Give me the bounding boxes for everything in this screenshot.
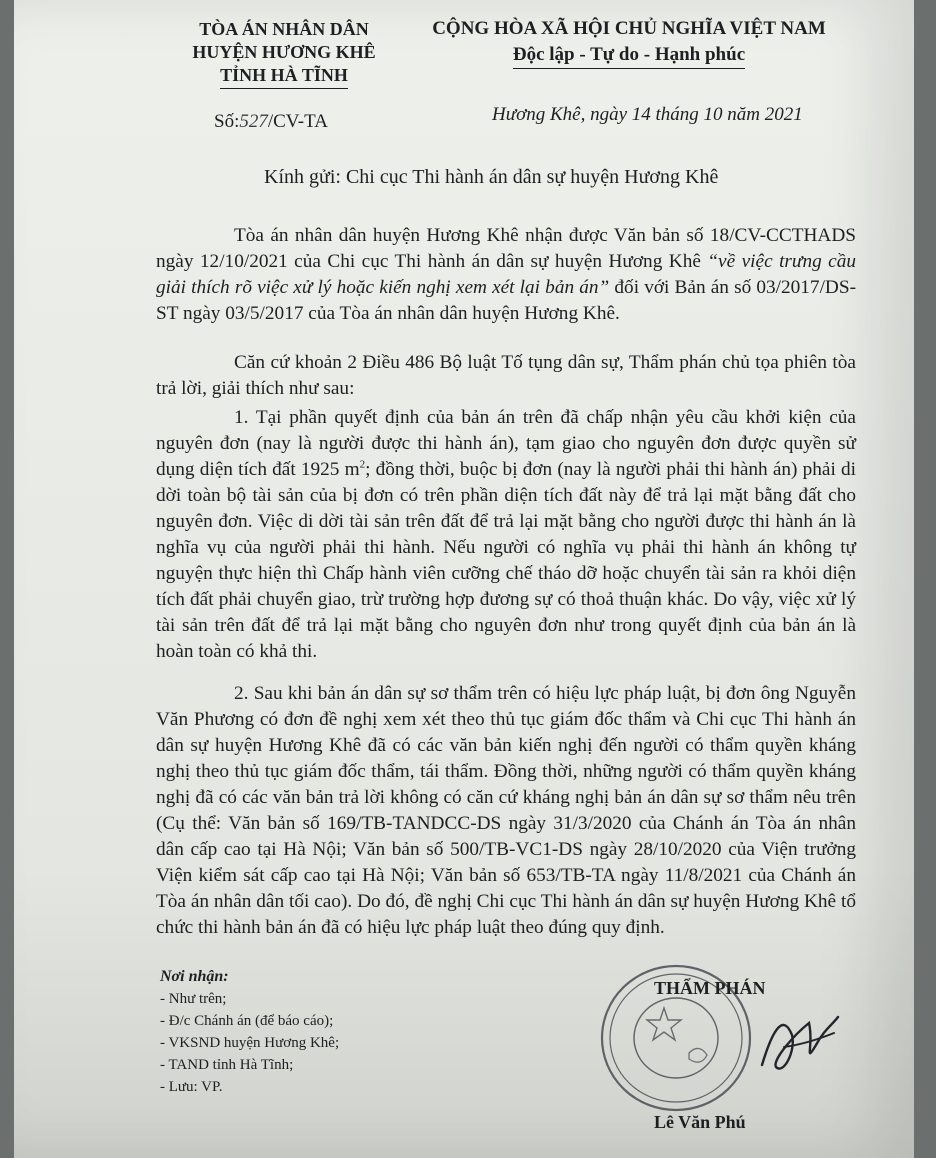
recipient-line: Kính gửi: Chi cục Thi hành án dân sự huyện Hương Khê	[264, 166, 719, 188]
p3-text-after: ; đồng thời, buộc bị đơn (nay là người phải thi hành án) phải di dời toàn bộ tài sản của bị đơn có trên phần diện tích đất này để trả lại mặt bằng đất cho nguyên đơn. Việc di dời tài sản trên đất để trả lại mặt bằng cho người được thi hành án là nghĩa vụ của người phải thi hành. Nếu người có nghĩa vụ phải thi hành án không tự nguyện thực hiện thì Chấp hành viên cưỡng chế tháo dỡ hoặc chuyển tài sản ra khỏi diện tích đất phải chuyển giao, trừ trường hợp đương sự có thoả thuận khác. Do vậy, việc xử lý tài sản trên đất để trả lại mặt bằng cho nguyên đơn như trong quyết định của bản án là hoàn toàn có khả thi.	[156, 459, 856, 662]
signer-role: THẨM PHÁN	[654, 978, 766, 998]
distribution-list	[160, 966, 339, 1098]
doc-number-handwritten: 527	[239, 111, 268, 132]
agency-line-2: HUYỆN HƯƠNG KHÊ	[192, 42, 376, 62]
place-date: Hương Khê, ngày 14 tháng 10 năm 2021	[492, 104, 803, 125]
agency-line-3: TỈNH HÀ TĨNH	[220, 64, 348, 89]
national-motto: Độc lập - Tự do - Hạnh phúc	[513, 42, 745, 69]
p1-text-after: đối với Bản án số 03/2017/DS-ST ngày 03/5/2017 của Tòa án nhân dân huyện Hương Khê.	[156, 277, 856, 324]
distribution-item: - VKSND huyện Hương Khê;	[160, 1035, 340, 1051]
signer-name: Lê Văn Phú	[654, 1112, 746, 1132]
distribution-item: - TAND tỉnh Hà Tĩnh;	[160, 1057, 294, 1073]
doc-number-prefix: Số:	[214, 111, 240, 132]
national-heading	[414, 16, 844, 69]
nation-title: CỘNG HÒA XÃ HỘI CHỦ NGHĨA VIỆT NAM	[432, 18, 826, 39]
p3-superscript: 2	[359, 458, 366, 471]
distribution-item: - Như trên;	[160, 991, 227, 1007]
distribution-title: Nơi nhận:	[160, 968, 229, 985]
agency-line-1: TÒA ÁN NHÂN DÂN	[199, 19, 369, 39]
p2-text: Căn cứ khoản 2 Điều 486 Bộ luật Tố tụng dân sự, Thẩm phán chủ tọa phiên tòa trả lời, giải thích như sau:	[156, 352, 856, 399]
distribution-item: - Lưu: VP.	[160, 1079, 223, 1095]
paragraph-1	[156, 223, 856, 327]
doc-number-suffix: /CV-TA	[267, 111, 328, 132]
p1-text-before: Tòa án nhân dân huyện Hương Khê nhận được Văn bản số 18/CV-CCTHADS ngày 12/10/2021 của Chi cục Thi hành án dân sự huyện Hương Khê	[156, 225, 856, 272]
p4-text: 2. Sau khi bản án dân sự sơ thẩm trên có hiệu lực pháp luật, bị đơn ông Nguyễn Văn Phương có đơn đề nghị xem xét theo thủ tục giám đốc thẩm và Chi cục Thi hành án dân sự huyện Hương Khê đã có các văn bản kiến nghị đến người có thẩm quyền kháng nghị theo thủ tục giám đốc thẩm, tái thẩm. Đồng thời, những người có thẩm quyền kháng nghị đã có các văn bản trả lời không có căn cứ kháng nghị bản án dân sự sơ thẩm nêu trên (Cụ thể: Văn bản số 169/TB-TANDCC-DS ngày 31/3/2020 của Chánh án Tòa án nhân dân cấp cao tại Hà Nội; Văn bản số 500/TB-VC1-DS ngày 28/10/2020 của Viện trưởng Viện kiểm sát cấp cao tại Hà Nội; Văn bản số 653/TB-TA ngày 11/8/2021 của Chánh án Tòa án nhân dân tối cao). Do đó, đề nghị Chi cục Thi hành án dân sự huyện Hương Khê tổ chức thi hành bản án đã có hiệu lực pháp luật theo đúng quy định.	[156, 683, 856, 938]
paragraph-2	[156, 350, 856, 402]
paragraph-3	[156, 405, 856, 665]
p1-quote: “về việc trưng cầu giải thích rõ việc xử lý hoặc kiến nghị xem xét lại bản án”	[156, 251, 856, 298]
issuing-agency	[164, 18, 404, 89]
paragraph-4	[156, 681, 856, 941]
p3-text-before: 1. Tại phần quyết định của bản án trên đã chấp nhận yêu cầu khởi kiện của nguyên đơn (nay là người được thi hành án), tạm giao cho nguyên đơn được quyền sử dụng diện tích đất 1925 m	[156, 407, 856, 480]
handwritten-signature	[754, 1005, 844, 1085]
document-number	[214, 111, 328, 133]
distribution-item: - Đ/c Chánh án (để báo cáo);	[160, 1013, 334, 1029]
document-page	[14, 0, 914, 1158]
